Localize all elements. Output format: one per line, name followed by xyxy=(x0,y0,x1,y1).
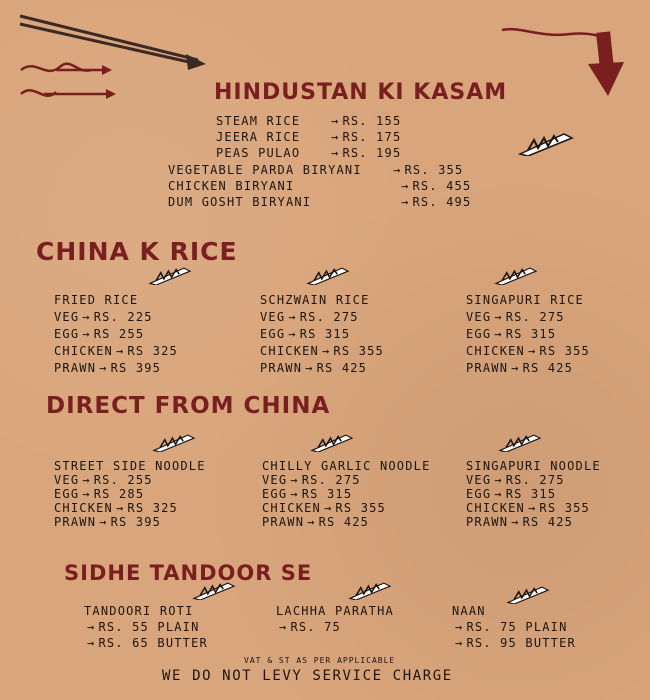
column-title: LACHHA PARATHA xyxy=(276,604,394,618)
price-row: EGG → RS 315 xyxy=(260,327,351,341)
column-title: SINGAPURI RICE xyxy=(466,293,584,307)
arrow-right-icon: → xyxy=(87,620,96,634)
price-row: PRAWN → RS 395 xyxy=(54,515,162,529)
arrow-right-icon: → xyxy=(82,473,91,487)
arrow-right-icon: → xyxy=(82,487,91,501)
price-row: CHICKEN → RS 355 xyxy=(466,344,590,358)
menu-column-schzwain-rice xyxy=(260,292,384,377)
arrow-right-icon: → xyxy=(115,344,125,358)
menu-column-fried-rice xyxy=(54,292,178,377)
price-row: → RS. 55 PLAIN xyxy=(87,620,200,634)
arrow-right-icon: → xyxy=(511,515,520,529)
arrow-right-icon: → xyxy=(494,487,503,501)
menu-item xyxy=(168,179,294,193)
column-title: SINGAPURI NOODLE xyxy=(466,459,601,473)
item-name: VEGETABLE PARDA BIRYANI xyxy=(168,163,362,177)
item-price: → RS. 155 xyxy=(331,114,402,128)
arrow-right-icon: → xyxy=(511,361,520,375)
arrow-right-icon: → xyxy=(331,146,340,160)
arrow-right-icon: → xyxy=(323,501,333,515)
item-price: → RS. 455 xyxy=(401,179,472,193)
arrow-right-icon: → xyxy=(82,327,91,341)
price-row: VEG → RS. 275 xyxy=(466,310,565,324)
price-row: EGG → RS 315 xyxy=(466,487,557,501)
zigzag-pointer-icon xyxy=(150,432,198,452)
item-price: → RS. 355 xyxy=(393,163,464,177)
price-row: CHICKEN → RS 355 xyxy=(262,501,386,515)
menu-item xyxy=(216,114,300,128)
arrow-right-icon: → xyxy=(99,515,108,529)
price-row: CHICKEN → RS 355 xyxy=(260,344,384,358)
service-charge-note: WE DO NOT LEVY SERVICE CHARGE xyxy=(162,668,453,684)
menu-item xyxy=(168,195,311,209)
column-title: CHILLY GARLIC NOODLE xyxy=(262,459,431,473)
zigzag-pointer-icon xyxy=(346,580,394,600)
arrow-right-icon: → xyxy=(494,310,503,324)
menu-item xyxy=(168,163,362,177)
arrow-right-icon: → xyxy=(527,344,537,358)
squiggle-arrows-doodle xyxy=(16,52,126,116)
column-title: STREET SIDE NOODLE xyxy=(54,459,206,473)
column-title: SCHZWAIN RICE xyxy=(260,293,370,307)
arrow-right-icon: → xyxy=(99,361,108,375)
arrow-right-icon: → xyxy=(331,130,340,144)
arrow-right-icon: → xyxy=(494,327,503,341)
arrow-right-icon: → xyxy=(290,487,299,501)
price-row: EGG → RS 285 xyxy=(54,487,145,501)
column-title: FRIED RICE xyxy=(54,293,139,307)
price-row: VEG → RS. 275 xyxy=(466,473,565,487)
price-row: PRAWN → RS 425 xyxy=(260,361,368,375)
arrow-right-icon: → xyxy=(455,620,464,634)
price-row: VEG → RS. 275 xyxy=(262,473,361,487)
item-name: PEAS PULAO xyxy=(216,146,301,160)
item-name: DUM GOSHT BIRYANI xyxy=(168,195,312,209)
section-title-hindustan-ki-kasam: HINDUSTAN KI KASAM xyxy=(214,80,508,105)
zigzag-pointer-icon xyxy=(496,432,544,452)
zigzag-pointer-icon xyxy=(190,580,238,600)
item-name: STEAM RICE xyxy=(216,114,301,128)
zigzag-pointer-icon xyxy=(146,265,194,285)
menu-column-singapuri-rice xyxy=(466,292,590,377)
arrow-right-icon: → xyxy=(455,636,464,650)
arrow-right-icon: → xyxy=(305,361,314,375)
arrow-right-icon: → xyxy=(401,195,410,209)
section-title-direct-from-china: DIRECT FROM CHINA xyxy=(46,393,331,419)
price-row: → RS. 95 BUTTER xyxy=(455,636,576,650)
item-price: → RS. 195 xyxy=(331,146,402,160)
arrow-right-icon: → xyxy=(290,473,299,487)
price-row: EGG → RS 255 xyxy=(54,327,145,341)
price-row: → RS. 65 BUTTER xyxy=(87,636,208,650)
arrow-right-icon: → xyxy=(527,501,537,515)
price-row: PRAWN → RS 425 xyxy=(262,515,370,529)
arrow-right-icon: → xyxy=(494,473,503,487)
column-title: NAAN xyxy=(452,604,486,618)
zigzag-pointer-icon xyxy=(504,584,552,604)
price-row: PRAWN → RS 395 xyxy=(54,361,162,375)
price-row: VEG → RS. 225 xyxy=(54,310,153,324)
arrow-right-icon: → xyxy=(87,636,96,650)
column-title: TANDOORI ROTI xyxy=(84,604,194,618)
section-title-sidhe-tandoor-se: SIDHE TANDOOR SE xyxy=(64,561,313,585)
price-row: → RS. 75 PLAIN xyxy=(455,620,568,634)
zigzag-pointer-icon xyxy=(492,265,540,285)
arrow-right-icon: → xyxy=(288,327,297,341)
price-row: PRAWN → RS 425 xyxy=(466,515,574,529)
arrow-right-icon: → xyxy=(401,179,410,193)
zigzag-pointer-icon xyxy=(308,432,356,452)
zigzag-pointer-icon xyxy=(304,265,352,285)
price-row: CHICKEN → RS 355 xyxy=(466,501,590,515)
arrow-right-icon: → xyxy=(288,310,297,324)
price-row: CHICKEN → RS 325 xyxy=(54,501,178,515)
zigzag-pointer-icon xyxy=(518,130,574,156)
price-row: EGG → RS 315 xyxy=(466,327,557,341)
menu-column-chilly-garlic-noodle xyxy=(262,459,431,529)
tax-note: VAT & ST AS PER APPLICABLE xyxy=(244,656,396,665)
menu-column-lachha-paratha xyxy=(276,603,394,635)
menu-item xyxy=(216,146,300,160)
menu-column-tandoori-roti xyxy=(84,603,208,651)
arrow-right-icon: → xyxy=(393,163,402,177)
arrow-right-icon: → xyxy=(115,501,125,515)
menu-item xyxy=(216,130,300,144)
menu-column-naan xyxy=(452,603,576,651)
price-row: → RS. 75 xyxy=(279,620,341,634)
arrow-right-icon: → xyxy=(321,344,331,358)
section-title-china-k-rice: CHINA K RICE xyxy=(36,237,238,266)
down-arrow-doodle xyxy=(500,20,630,104)
price-row: PRAWN → RS 425 xyxy=(466,361,574,375)
arrow-right-icon: → xyxy=(279,620,288,634)
arrow-right-icon: → xyxy=(331,114,340,128)
item-price: → RS. 495 xyxy=(401,195,472,209)
menu-column-singapuri-noodle xyxy=(466,459,601,529)
price-row: VEG → RS. 255 xyxy=(54,473,153,487)
item-price: → RS. 175 xyxy=(331,130,402,144)
menu-column-street-side-noodle xyxy=(54,459,206,529)
arrow-right-icon: → xyxy=(82,310,91,324)
arrow-right-icon: → xyxy=(307,515,316,529)
item-name: JEERA RICE xyxy=(216,130,301,144)
item-name: CHICKEN BIRYANI xyxy=(168,179,295,193)
price-row: VEG → RS. 275 xyxy=(260,310,359,324)
price-row: EGG → RS 315 xyxy=(262,487,353,501)
price-row: CHICKEN → RS 325 xyxy=(54,344,178,358)
